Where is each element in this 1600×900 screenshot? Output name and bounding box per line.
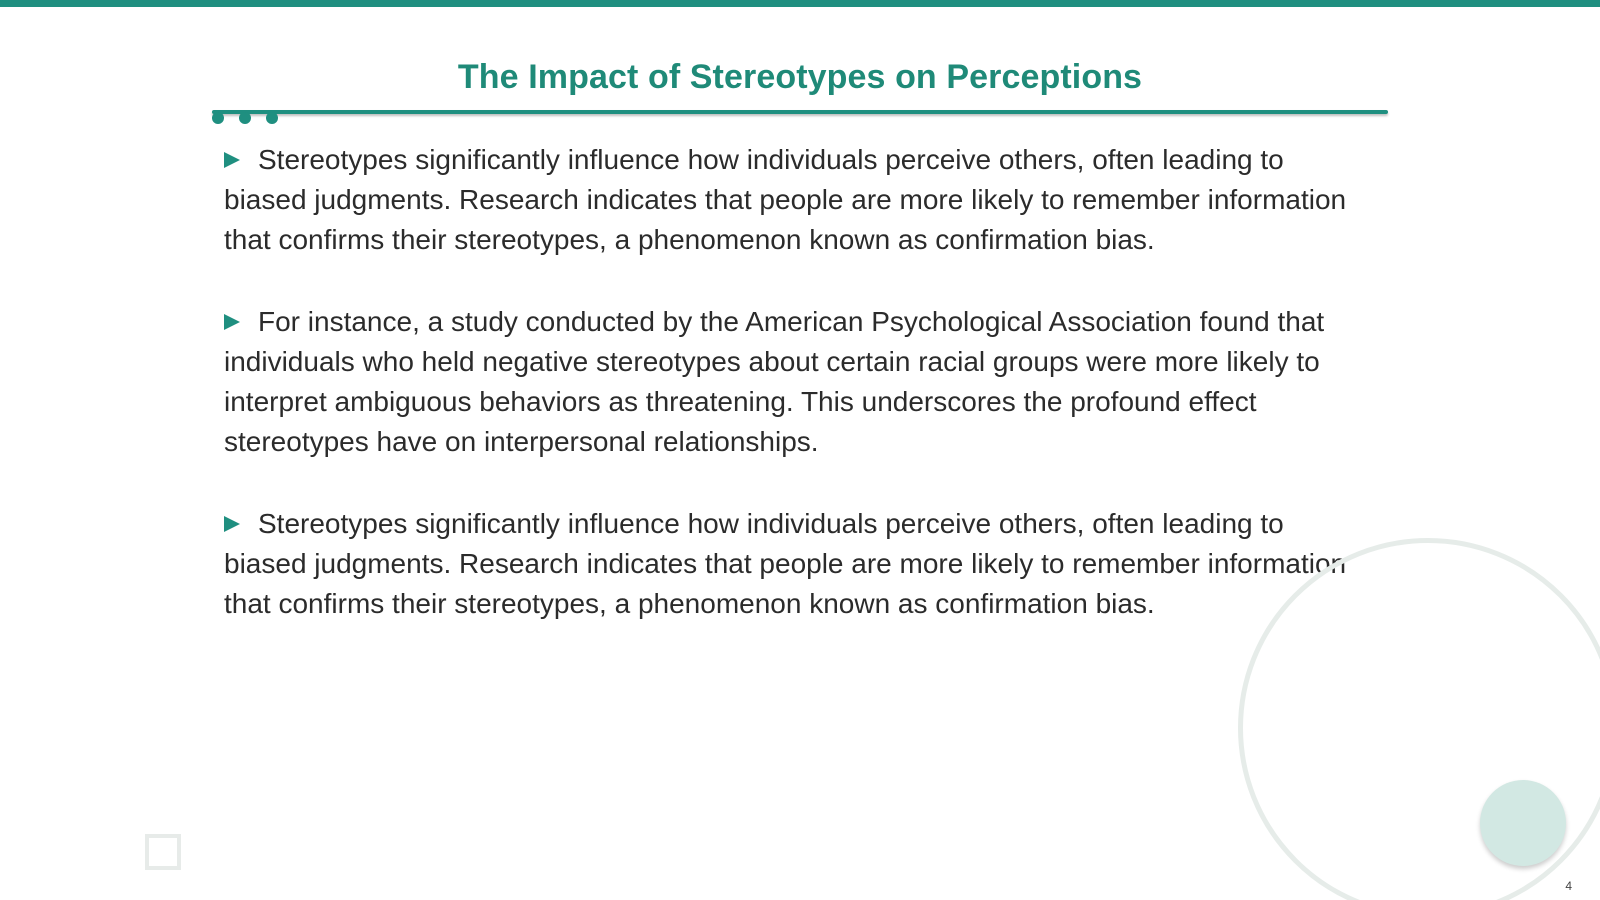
bullet-point — [224, 302, 1364, 462]
triangle-bullet-icon — [224, 152, 240, 168]
triangle-bullet-icon — [224, 314, 240, 330]
bullet-point — [224, 140, 1364, 260]
decor-dot — [239, 112, 251, 124]
bullet-text: For instance, a study conducted by the American Psychological Association found that individuals who held negative stereotypes about certain racial groups were more likely to interpret ambiguous behaviors as threatening. This underscores the profound effect stereotypes have on interpersonal relationships. — [224, 306, 1325, 457]
bullet-point — [224, 504, 1364, 624]
top-accent-bar — [0, 0, 1600, 7]
page-number: 4 — [1565, 879, 1572, 893]
bullet-text: Stereotypes significantly influence how individuals perceive others, often leading to biased judgments. Research indicates that people are more likely to remember information that confirms their stereotypes, a phenomenon known as confirmation bias. — [224, 144, 1347, 255]
triangle-bullet-icon — [224, 516, 240, 532]
title-underline — [212, 110, 1388, 114]
decor-dot — [212, 112, 224, 124]
bullet-text: Stereotypes significantly influence how individuals perceive others, often leading to biased judgments. Research indicates that people are more likely to remember information that confirms their stereotypes, a phenomenon known as confirmation bias. — [224, 508, 1347, 619]
title-dots — [212, 112, 282, 126]
slide-content — [224, 140, 1364, 666]
decor-circle — [1480, 780, 1566, 866]
decor-square — [145, 834, 181, 870]
slide-title: The Impact of Stereotypes on Perceptions — [457, 58, 1143, 96]
decor-dot — [266, 112, 278, 124]
